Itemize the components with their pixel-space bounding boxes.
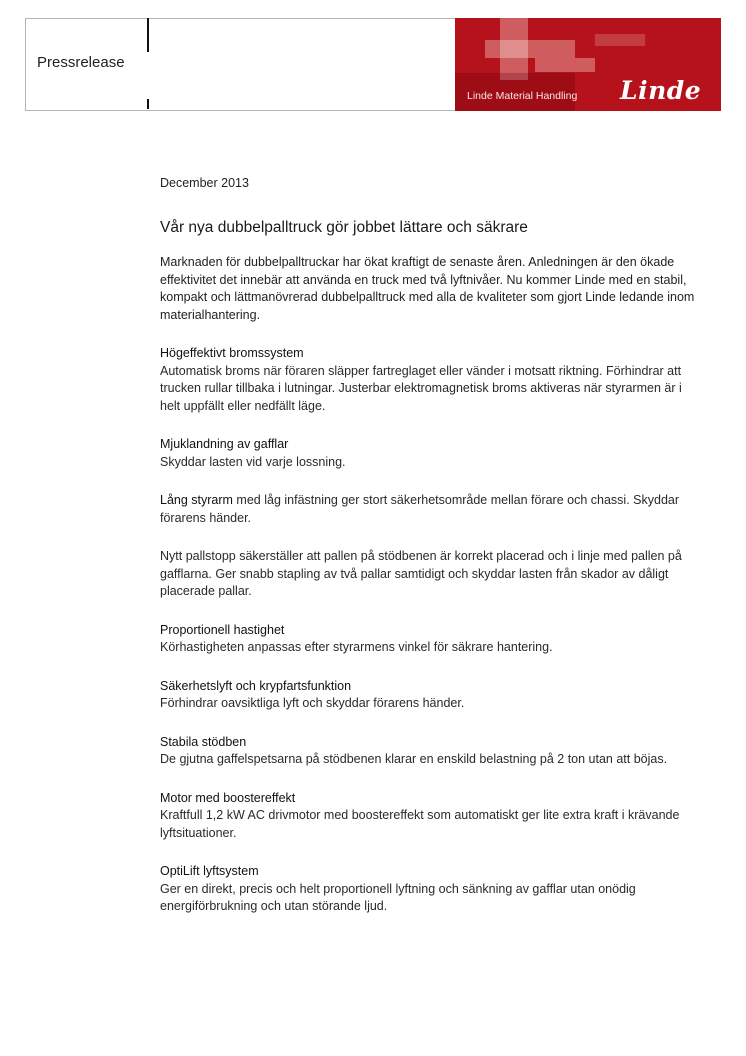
section-booster-motor (160, 790, 705, 843)
section-heading: Motor med boostereffekt (160, 790, 296, 805)
section-inline-heading: Lång styrarm (160, 493, 233, 507)
section-heading: Mjuklandning av gafflar (160, 437, 289, 451)
document-type-label: Pressrelease (37, 54, 125, 71)
section-body: Förhindrar oavsiktliga lyft och skyddar förarens händer. (160, 696, 465, 710)
section-safety-lift (160, 678, 705, 713)
header-divider-top (147, 18, 149, 52)
section-body: Ger en direkt, precis och helt proportionell lyftning och sänkning av gafflar utan onödig energiförbrukning och utan störande ljud. (160, 881, 636, 913)
section-support-legs (160, 734, 705, 769)
release-title: Vår nya dubbelpalltruck gör jobbet lättare och säkrare (160, 219, 528, 236)
section-body: Skyddar lasten vid varje lossning. (160, 454, 346, 469)
section-body: med låg infästning ger stort säkerhetsområde mellan förare och chassi. Skyddar förarens händer. (160, 493, 680, 525)
section-long-tiller (160, 492, 705, 527)
section-heading: Stabila stödben (160, 734, 247, 749)
section-heading: Proportionell hastighet (160, 622, 285, 637)
release-date: December 2013 (160, 176, 249, 190)
press-release-body (160, 176, 705, 916)
section-soft-landing (160, 436, 705, 471)
release-intro: Marknaden för dubbelpalltruckar har ökat kraftigt de senaste åren. Anledningen är den ökade effektivitet det innebär att använda en truck med två lyftnivåer. Nu kommer Linde med en stabil, kompakt och lättmanövrerad dubbelpalltruck med alla de kvaliteter som gjort Linde ledande inom materialhantering. (160, 255, 695, 322)
section-body: Körhastigheten anpassas efter styrarmens vinkel för säkrare hantering. (160, 640, 553, 654)
section-body: Kraftfull 1,2 kW AC drivmotor med boostereffekt som automatiskt ger lite extra kraft i krävande lyftsituationer. (160, 808, 680, 840)
section-body: Nytt pallstopp säkerställer att pallen på stödbenen är korrekt placerad och i linje med pallen på gafflarna. Ger snabb stapling av två pallar samtidigt och skyddar lasten från skador av dåligt placerade pallar. (160, 549, 682, 598)
section-body: De gjutna gaffelspetsarna på stödbenen klarar en enskild belastning på 2 ton utan att böjas. (160, 752, 668, 766)
section-optilift (160, 863, 705, 916)
linde-logo: Linde (620, 76, 702, 105)
section-heading: Säkerhetslyft och krypfartsfunktion (160, 678, 352, 693)
section-pallet-stop (160, 548, 705, 601)
section-heading: Högeffektivt bromssystem (160, 346, 304, 360)
section-brake (160, 345, 705, 415)
section-proportional-speed (160, 622, 705, 657)
section-body: Automatisk broms när föraren släpper fartreglaget eller vänder i motsatt riktning. Förhindrar att trucken rullar tillbaka i lutningar. Justerbar elektromagnetisk broms aktiveras när styrarmen är i helt uppfällt eller nedfällt läge. (160, 363, 682, 413)
section-heading: OptiLift lyftsystem (160, 864, 259, 878)
brand-text: Linde Material Handling (467, 90, 578, 102)
header-divider-bottom (147, 99, 149, 109)
